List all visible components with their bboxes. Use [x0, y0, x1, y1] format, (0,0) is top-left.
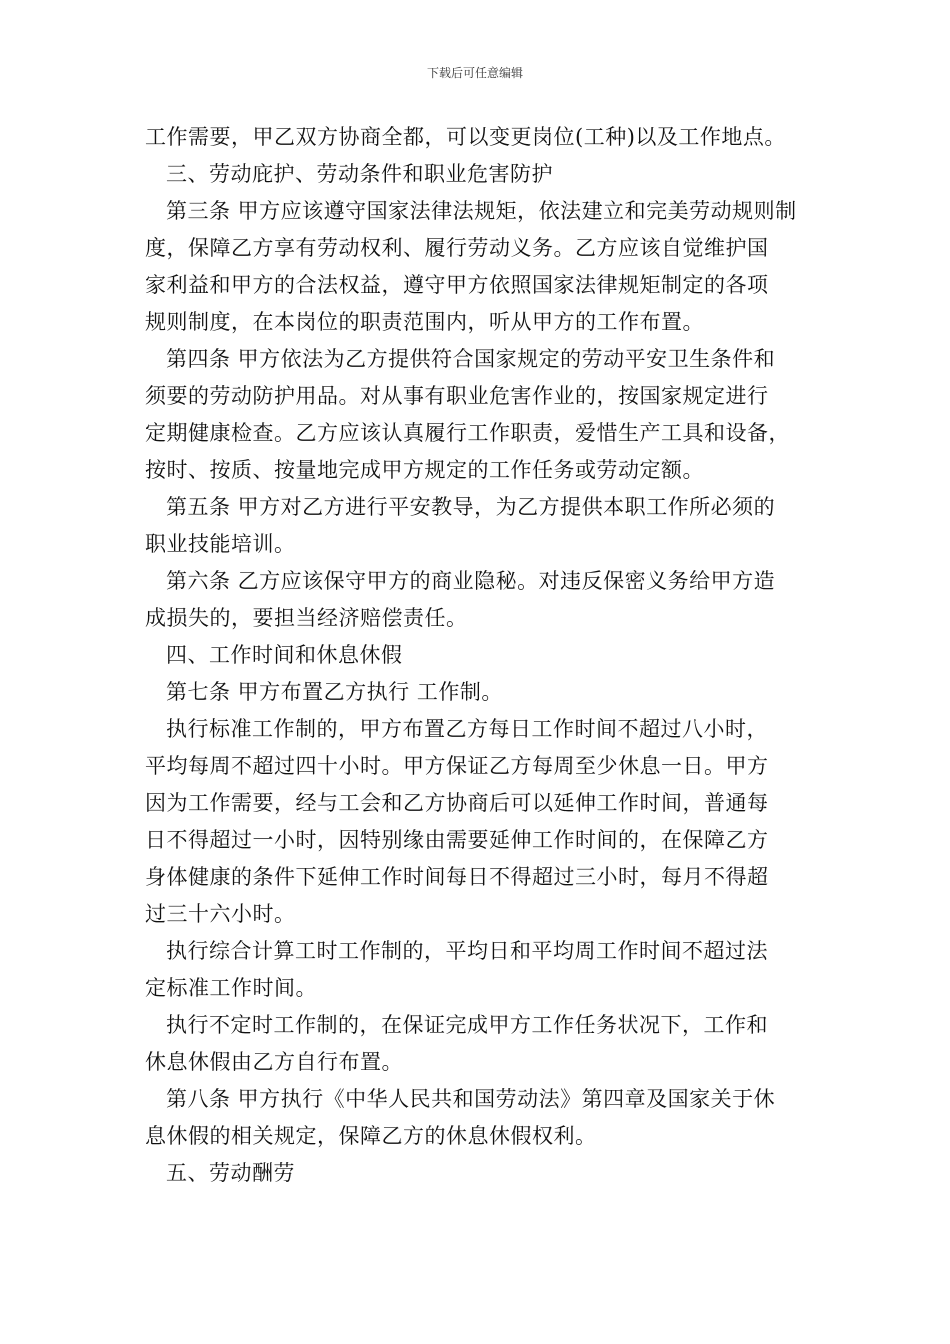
text-line: 定期健康检查。乙方应该认真履行工作职责，爱惜生产工具和设备， — [145, 421, 790, 445]
text-line: 第七条 甲方布置乙方执行 工作制。 — [166, 680, 503, 704]
text-line: 须要的劳动防护用品。对从事有职业危害作业的，按国家规定进行 — [145, 384, 769, 408]
page-header-note: 下载后可任意编辑 — [426, 66, 523, 80]
text-line: 按时、按质、按量地完成甲方规定的工作任务或劳动定额。 — [145, 458, 704, 482]
text-line: 执行综合计算工时工作制的，平均日和平均周工作时间不超过法 — [166, 939, 768, 963]
document-body — [145, 119, 815, 1192]
text-line: 第五条 甲方对乙方进行平安教导，为乙方提供本职工作所必须的 — [166, 495, 776, 519]
text-line: 第四条 甲方依法为乙方提供符合国家规定的劳动平安卫生条件和 — [166, 347, 776, 371]
text-line: 五、劳动酬劳 — [166, 1161, 295, 1185]
text-line: 四、工作时间和休息休假 — [166, 643, 403, 667]
text-line: 第八条 甲方执行《中华人民共和国劳动法》第四章及国家关于休 — [166, 1087, 776, 1111]
text-line: 身体健康的条件下延伸工作时间每日不得超过三小时，每月不得超 — [145, 865, 769, 889]
text-line: 家利益和甲方的合法权益，遵守甲方依照国家法律规矩制定的各项 — [145, 273, 769, 297]
text-line: 日不得超过一小时，因特别缘由需要延伸工作时间的，在保障乙方 — [145, 828, 769, 852]
text-line: 成损失的，要担当经济赔偿责任。 — [145, 606, 468, 630]
text-line: 息休假的相关规定，保障乙方的休息休假权利。 — [145, 1124, 597, 1148]
text-line: 定标准工作时间。 — [145, 976, 317, 1000]
text-line: 第三条 甲方应该遵守国家法律法规矩，依法建立和完美劳动规则制 — [166, 199, 797, 223]
text-line: 休息休假由乙方自行布置。 — [145, 1050, 403, 1074]
text-line: 执行标准工作制的，甲方布置乙方每日工作时间不超过八小时， — [166, 717, 768, 741]
text-line: 执行不定时工作制的，在保证完成甲方工作任务状况下，工作和 — [166, 1013, 768, 1037]
text-line: 过三十六小时。 — [145, 902, 296, 926]
text-line: 第六条 乙方应该保守甲方的商业隐秘。对违反保密义务给甲方造 — [166, 569, 776, 593]
text-line: 工作需要，甲乙双方协商全都，可以变更岗位(工种)以及工作地点。 — [145, 125, 786, 149]
text-line: 规则制度，在本岗位的职责范围内，听从甲方的工作布置。 — [145, 310, 704, 334]
text-line: 三、劳动庇护、劳动条件和职业危害防护 — [166, 162, 553, 186]
text-line: 平均每周不超过四十小时。甲方保证乙方每周至少休息一日。甲方 — [145, 754, 769, 778]
text-line: 因为工作需要，经与工会和乙方协商后可以延伸工作时间，普通每 — [145, 791, 769, 815]
text-line: 度，保障乙方享有劳动权利、履行劳动义务。乙方应该自觉维护国 — [145, 236, 769, 260]
text-line: 职业技能培训。 — [145, 532, 296, 556]
